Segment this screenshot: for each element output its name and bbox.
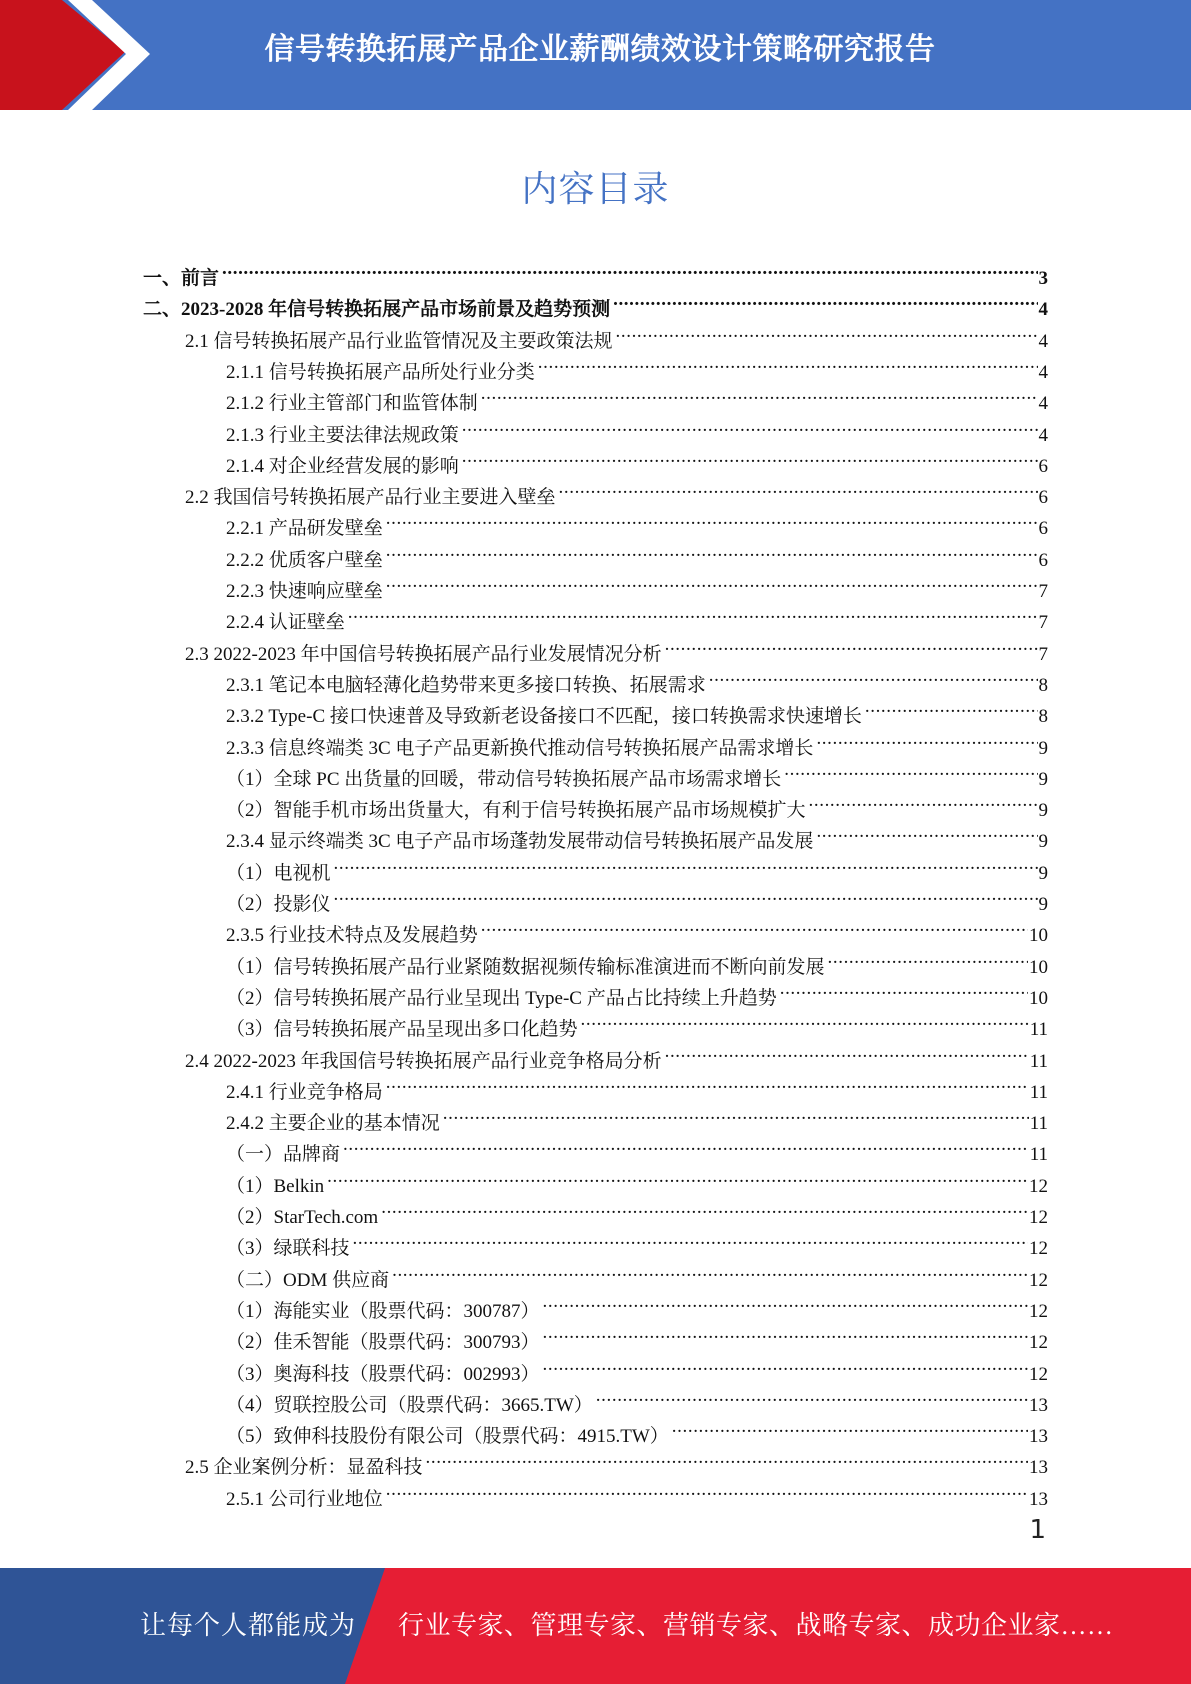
toc-leader-dots: [481, 378, 1038, 409]
toc-leader-dots: [386, 1067, 1029, 1098]
toc-leader-dots: [462, 441, 1038, 472]
toc-entry[interactable]: [226, 1349, 1048, 1385]
toc-entry[interactable]: [226, 660, 1048, 696]
toc-entry-page: 7: [1038, 581, 1048, 602]
toc-leader-dots: [709, 660, 1038, 691]
toc-entry[interactable]: [226, 378, 1048, 415]
toc-entry-label: 2.3.1 笔记本电脑轻薄化趋势带来更多接口转换、拓展需求: [226, 674, 706, 696]
toc-entry-page: 3: [1038, 268, 1048, 289]
toc-leader-dots: [462, 410, 1038, 441]
toc-entry-page: 13: [1029, 1426, 1048, 1448]
toc-leader-dots: [426, 1442, 1028, 1473]
toc-leader-dots: [386, 1474, 1028, 1505]
toc-entry-page: 10: [1029, 925, 1048, 947]
toc-entry-page: 11: [1029, 1113, 1048, 1135]
toc-leader-dots: [481, 910, 1028, 941]
toc-entry-page: 13: [1029, 1457, 1048, 1479]
toc-entry-label: （3）奥海科技（股票代码：002993）: [226, 1363, 540, 1385]
toc-leader-dots: [538, 347, 1038, 378]
toc-entry-page: 12: [1029, 1269, 1048, 1291]
page-number: 1: [1029, 1515, 1046, 1545]
toc-entry[interactable]: [226, 1380, 1048, 1416]
toc-entry-label: （一）品牌商: [226, 1144, 341, 1166]
toc-entry[interactable]: [185, 1036, 1048, 1072]
toc-entry-label: （二）ODM 供应商: [226, 1269, 390, 1291]
toc-entry[interactable]: [226, 347, 1048, 383]
toc-entry[interactable]: [226, 723, 1048, 759]
toc-leader-dots: [665, 1036, 1029, 1067]
toc-leader-dots: [334, 848, 1038, 879]
toc-leader-dots: [780, 973, 1028, 1004]
toc-entry-page: 6: [1038, 487, 1048, 509]
toc-entry[interactable]: [185, 472, 1048, 509]
toc-leader-dots: [386, 566, 1038, 597]
toc-leader-dots: [343, 1129, 1029, 1160]
toc-entry-page: 11: [1029, 1081, 1048, 1103]
toc-entry-page: 8: [1038, 706, 1048, 728]
toc-entry-label: 2.3.3 信息终端类 3C 电子产品更新换代推动信号转换拓展产品需求增长: [226, 737, 814, 759]
toc-leader-dots: [386, 503, 1038, 534]
toc-entry-page: 9: [1038, 737, 1048, 759]
toc-entry-page: 8: [1038, 674, 1048, 696]
toc-entry-page: 12: [1029, 1332, 1048, 1354]
toc-entry[interactable]: [226, 1129, 1048, 1166]
toc-leader-dots: [816, 816, 1037, 847]
toc-leader-dots: [353, 1223, 1028, 1254]
toc-leader-dots: [816, 723, 1037, 754]
toc-entry[interactable]: [226, 691, 1048, 728]
toc-leader-dots: [616, 316, 1038, 347]
toc-leader-dots: [559, 472, 1038, 503]
toc-leader-dots: [381, 1192, 1028, 1223]
toc-entry-page: 4: [1038, 393, 1048, 415]
toc-entry-page: 7: [1038, 643, 1048, 665]
toc-leader-dots: [543, 1349, 1028, 1380]
toc-leader-dots: [784, 754, 1037, 785]
toc-entry-label: 2.1.3 行业主要法律法规政策: [226, 424, 459, 446]
toc-leader-dots: [665, 629, 1038, 660]
toc-entry-page: 9: [1038, 800, 1048, 822]
toc-entry-page: 4: [1038, 424, 1048, 446]
toc-entry-page: 9: [1038, 862, 1048, 884]
toc-entry-label: 2.1 信号转换拓展产品行业监管情况及主要政策法规: [185, 330, 613, 352]
footer-slogan-left: 让每个人都能成为: [140, 1611, 357, 1640]
toc-entry-page: 10: [1029, 956, 1048, 978]
toc-entry[interactable]: [226, 597, 1048, 634]
toc-entry-label: 2.2.1 产品研发壁垒: [226, 518, 383, 540]
toc-entry-page: 6: [1038, 549, 1048, 571]
toc-entry-label: （2）智能手机市场出货量大，有利于信号转换拓展产品市场规模扩大: [226, 800, 806, 822]
toc-entry[interactable]: [226, 1317, 1048, 1354]
toc-entry-label: 2.3 2022-2023 年中国信号转换拓展产品行业发展情况分析: [185, 643, 662, 665]
toc-entry[interactable]: [226, 816, 1048, 853]
toc-entry-page: 12: [1029, 1300, 1048, 1322]
toc-entry[interactable]: [226, 1192, 1048, 1228]
toc-entry[interactable]: [226, 910, 1048, 947]
toc-entry-label: 2.5.1 公司行业地位: [226, 1488, 383, 1510]
toc-entry-page: 6: [1038, 455, 1048, 477]
toc-entry[interactable]: [226, 441, 1048, 477]
toc-entry-label: 2.1.1 信号转换拓展产品所处行业分类: [226, 361, 535, 383]
toc-title: 内容目录: [521, 169, 670, 210]
toc-entry-label: （5）致伸科技股份有限公司（股票代码：4915.TW）: [226, 1426, 669, 1448]
footer-banner: [0, 1568, 1191, 1684]
footer-slogan-right: 行业专家、管理专家、营销专家、战略专家、成功企业家……: [398, 1611, 1114, 1640]
toc-entry[interactable]: [226, 973, 1048, 1009]
toc-entry[interactable]: [226, 754, 1048, 790]
toc-entry-page: 4: [1038, 361, 1048, 383]
toc-entry-page: 9: [1038, 768, 1048, 790]
toc-entry-label: 二、2023-2028 年信号转换拓展产品市场前景及趋势预测: [143, 299, 611, 321]
toc-entry[interactable]: [143, 284, 1048, 321]
toc-entry-label: （1）Belkin: [226, 1175, 325, 1197]
toc-entry-label: 2.1.4 对企业经营发展的影响: [226, 455, 459, 477]
toc-entry-label: （1）海能实业（股票代码：300787）: [226, 1300, 540, 1322]
toc-leader-dots: [327, 1161, 1028, 1192]
toc-entry[interactable]: [226, 848, 1048, 884]
toc-entry-label: （3）信号转换拓展产品呈现出多口化趋势: [226, 1019, 578, 1041]
toc-entry-label: （3）绿联科技: [226, 1238, 350, 1260]
toc-entry-page: 10: [1029, 987, 1048, 1009]
toc-entry-page: 4: [1038, 330, 1048, 352]
toc-entry[interactable]: [226, 1098, 1048, 1135]
toc-entry-label: 2.2.4 认证壁垒: [226, 612, 345, 634]
toc-entry[interactable]: [185, 316, 1048, 352]
toc-leader-dots: [581, 1004, 1029, 1035]
toc-entry[interactable]: [226, 1411, 1048, 1448]
toc-entry-page: 9: [1038, 894, 1048, 915]
toc-entry-page: 4: [1038, 299, 1048, 321]
toc-entry-label: 2.2.3 快速响应壁垒: [226, 581, 383, 602]
toc-entry[interactable]: [226, 535, 1048, 571]
toc-leader-dots: [828, 942, 1028, 973]
toc-entry-label: 2.1.2 行业主管部门和监管体制: [226, 393, 478, 415]
toc-entry-label: （1）电视机: [226, 862, 331, 884]
toc-entry-label: 2.3.4 显示终端类 3C 电子产品市场蓬勃发展带动信号转换拓展产品发展: [226, 831, 814, 853]
toc-entry-page: 12: [1029, 1207, 1048, 1228]
report-title: 信号转换拓展产品企业薪酬绩效设计策略研究报告: [264, 32, 936, 67]
toc-leader-dots: [672, 1411, 1028, 1442]
toc-entry[interactable]: [226, 1474, 1048, 1510]
toc-leader-dots: [334, 879, 1038, 910]
toc-entry[interactable]: [226, 879, 1048, 915]
toc-leader-dots: [443, 1098, 1029, 1129]
toc-entry-label: 2.3.2 Type-C 接口快速普及导致新老设备接口不匹配，接口转换需求快速增长: [226, 706, 862, 728]
toc-entry-label: 2.5 企业案例分析：显盈科技: [185, 1457, 423, 1479]
toc-entry-label: （1）信号转换拓展产品行业紧随数据视频传输标准演进而不断向前发展: [226, 956, 825, 978]
toc-entry[interactable]: [185, 629, 1048, 665]
toc-leader-dots: [543, 1317, 1028, 1348]
toc-entry[interactable]: [143, 253, 1048, 289]
toc-entry-page: 11: [1029, 1019, 1048, 1041]
toc-entry-label: 2.2 我国信号转换拓展产品行业主要进入壁垒: [185, 487, 556, 509]
toc-entry-page: 13: [1029, 1488, 1048, 1510]
toc-entry-page: 13: [1029, 1394, 1048, 1416]
toc-entry-label: 2.4.2 主要企业的基本情况: [226, 1113, 440, 1135]
toc-entry-page: 7: [1038, 612, 1048, 634]
toc-entry-label: （4）贸联控股公司（股票代码：3665.TW）: [226, 1394, 593, 1416]
toc-entry[interactable]: [185, 1442, 1048, 1479]
toc-entry[interactable]: [226, 566, 1048, 602]
toc-entry-page: 12: [1029, 1363, 1048, 1385]
toc-entry[interactable]: [226, 785, 1048, 822]
toc-entry-label: （2）佳禾智能（股票代码：300793）: [226, 1332, 540, 1354]
toc-leader-dots: [809, 785, 1038, 816]
toc-entry-label: （2）StarTech.com: [226, 1207, 379, 1228]
toc-entry-label: 2.4 2022-2023 年我国信号转换拓展产品行业竞争格局分析: [185, 1050, 662, 1072]
toc-entry-page: 12: [1029, 1175, 1048, 1197]
toc-entry-page: 6: [1038, 518, 1048, 540]
toc-entry-label: （1）全球 PC 出货量的回暖，带动信号转换拓展产品市场需求增长: [226, 768, 782, 790]
toc-entry[interactable]: [226, 410, 1048, 446]
toc-entry[interactable]: [226, 1004, 1048, 1041]
toc-entry-label: 2.4.1 行业竞争格局: [226, 1081, 383, 1103]
toc-entry-page: 9: [1038, 831, 1048, 853]
toc-entry[interactable]: [226, 1223, 1048, 1260]
toc-leader-dots: [865, 691, 1038, 722]
toc-leader-dots: [392, 1255, 1028, 1286]
header-banner: [0, 0, 1191, 110]
toc-entry[interactable]: [226, 942, 1048, 978]
toc-entry[interactable]: [226, 1067, 1048, 1103]
toc-entry-label: （2）信号转换拓展产品行业呈现出 Type-C 产品占比持续上升趋势: [226, 987, 777, 1009]
toc-entry[interactable]: [226, 1286, 1048, 1322]
toc-entry-page: 12: [1029, 1238, 1048, 1260]
toc-entry[interactable]: [226, 1161, 1048, 1197]
toc-leader-dots: [613, 284, 1037, 315]
toc-entry-page: 11: [1029, 1050, 1048, 1072]
toc-entry[interactable]: [226, 503, 1048, 540]
toc-entry-page: 11: [1029, 1144, 1048, 1166]
toc-entry[interactable]: [226, 1255, 1048, 1291]
toc-entry-label: 2.3.5 行业技术特点及发展趋势: [226, 925, 478, 947]
toc-leader-dots: [386, 535, 1038, 566]
toc-entry-label: 一、前言: [143, 268, 220, 289]
toc-leader-dots: [348, 597, 1038, 628]
toc-entry-label: （2）投影仪: [226, 894, 331, 915]
toc-entry-label: 2.2.2 优质客户壁垒: [226, 549, 383, 571]
toc-leader-dots: [596, 1380, 1028, 1411]
toc-leader-dots: [222, 253, 1037, 284]
toc-leader-dots: [543, 1286, 1028, 1317]
